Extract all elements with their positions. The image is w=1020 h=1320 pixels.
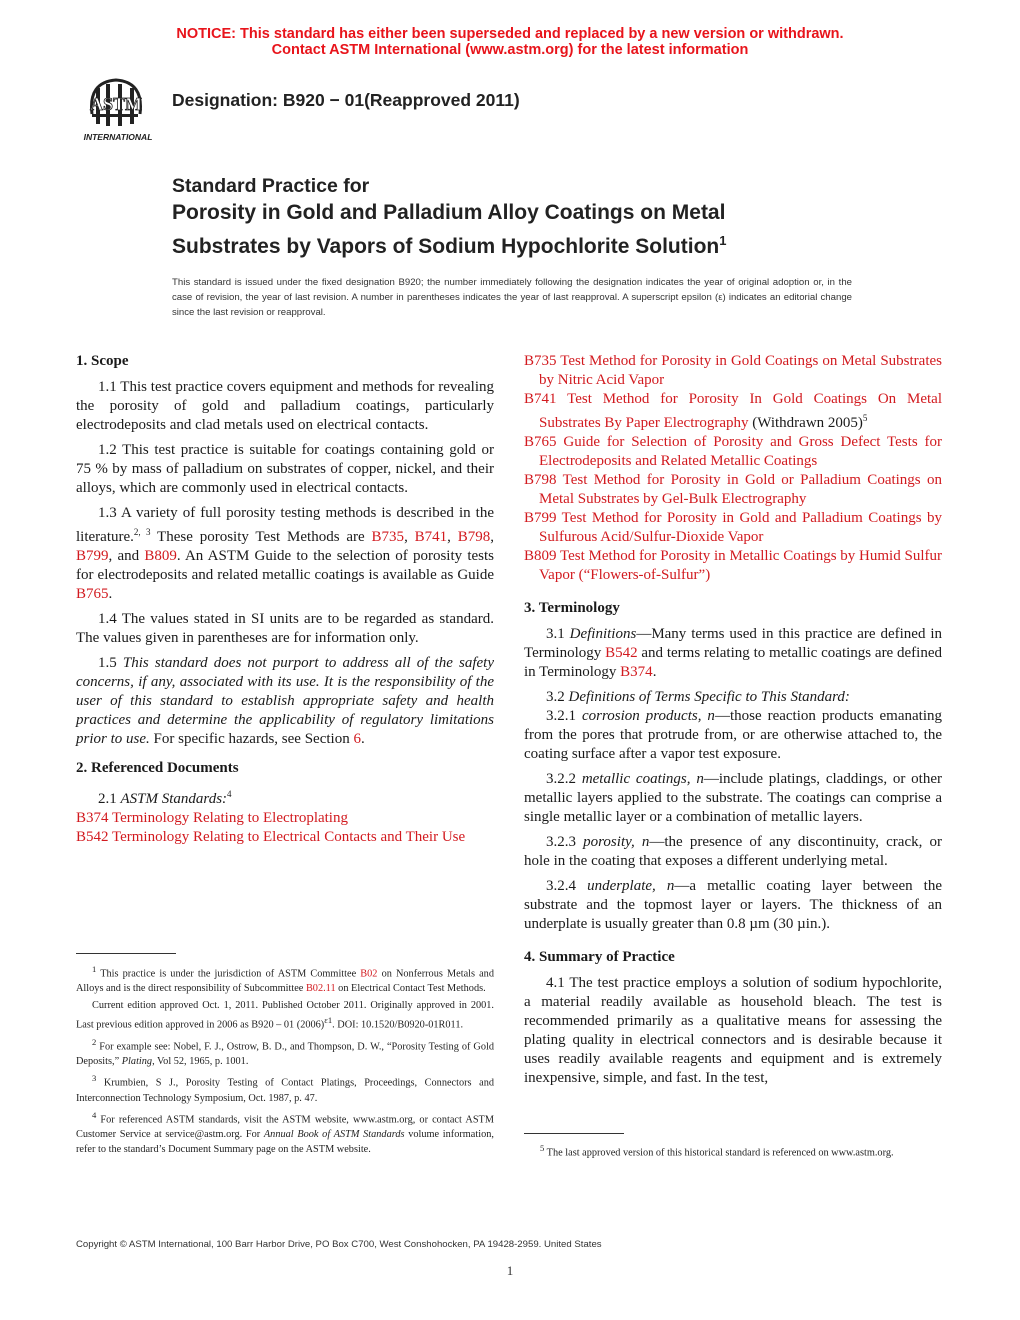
- para-1-5: [76, 654, 494, 749]
- standard-note: This standard is issued under the fixed designation B920; the number immediately following the designation indicates the year of original adoption or, in the case of revision, the year of last revision. A number in parentheses indicates the year of last reapproval. A superscript epsilon (ε) indicates an editorial change since the last revision or reapproval.: [172, 277, 852, 318]
- logo-label: INTERNATIONAL: [83, 132, 153, 142]
- page-number: 1: [506, 1263, 514, 1278]
- ref-b741-title[interactable]: Test Method for Porosity In Gold Coatings On Metal Substrates By Paper Electrography: [539, 391, 942, 431]
- p321-italic: corrosion products, n: [581, 708, 715, 724]
- ref-item-b809: [524, 547, 942, 585]
- para-3-2-2: [524, 770, 942, 827]
- footnote-1: [76, 962, 494, 996]
- title-line-2: Porosity in Gold and Palladium Alloy Coatings on Metal: [172, 201, 726, 224]
- p324-italic: underplate, n: [587, 878, 675, 894]
- link-b542-term[interactable]: B542: [605, 645, 638, 661]
- p13-g: . An ASTM Guide to the selection of porosity tests for electrodeposits and related metallic coatings is available as Guide: [76, 548, 494, 583]
- right-column: [524, 352, 942, 1094]
- p31-num: 3.1: [546, 626, 570, 642]
- fn2-sup: 2: [92, 1036, 97, 1047]
- logo-wordmark: ASTM: [89, 94, 143, 114]
- title-footnote-mark: 1: [719, 233, 727, 248]
- p21-italic: ASTM Standards:: [120, 791, 228, 807]
- p324-num: 3.2.4: [546, 878, 588, 894]
- link-b765-ref[interactable]: B765: [524, 434, 557, 450]
- link-b798-ref[interactable]: B798: [524, 472, 557, 488]
- footnote-4: [76, 1108, 494, 1157]
- link-b809-ref[interactable]: B809: [524, 548, 557, 564]
- fn1-a: This practice is under the jurisdiction of ASTM Committee: [96, 968, 361, 980]
- para-3-2-4: [524, 877, 942, 934]
- fn1-d-sup: ε1: [324, 1015, 333, 1026]
- footnote-3: [76, 1071, 494, 1105]
- footnote-1-edition: [76, 998, 494, 1032]
- link-b02-11[interactable]: B02.11: [305, 983, 336, 995]
- para-1-4: 1.4 The values stated in SI units are to be regarded as standard. The values given in parentheses are for information only.: [76, 611, 494, 646]
- p323-text: —the presence of any discontinuity, crack, or hole in the coating that exposes a different underlying metal.: [524, 834, 942, 869]
- p324-text: —a metallic coating layer between the substrate and the topmost layer or layers. The thickness of an underplate is usually greater than 0.8 µm (30 µin.).: [524, 878, 942, 932]
- ref-item-b765: [524, 433, 942, 471]
- fn4-a: For referenced ASTM standards, visit the ASTM website, www.astm.org, or contact ASTM Customer Service at service@astm.org. For: [76, 1114, 494, 1141]
- fn2-b: , Vol 52, 1965, p. 1001.: [152, 1056, 249, 1068]
- withdrawn-notice: [0, 26, 1020, 58]
- ref-b809-title[interactable]: Test Method for Porosity in Metallic Coatings by Humid Sulfur Vapor (“Flowers-of-Sulfur”): [539, 548, 942, 583]
- fn4-italic: Annual Book of ASTM Standards: [263, 1129, 405, 1141]
- fn2-a: For example see: Nobel, F. J., Ostrow, B. D., and Thompson, D. W., “Porosity Testing of Gold Deposits,”: [76, 1041, 494, 1068]
- footnotes-right: [524, 1141, 942, 1162]
- p323-num: 3.2.3: [546, 834, 584, 850]
- p323-italic: porosity, n: [583, 834, 650, 850]
- section-referenced-heading: 2. Referenced Documents: [76, 760, 239, 776]
- p13-sup: 2, 3: [133, 527, 151, 537]
- fn1-e: . DOI: 10.1520/B0920-01R011.: [332, 1019, 464, 1031]
- ref-b735-title[interactable]: Test Method for Porosity in Gold Coatings on Metal Substrates by Nitric Acid Vapor: [539, 353, 942, 388]
- ref-item-b735: [524, 352, 942, 390]
- p13-f: , and: [108, 548, 145, 564]
- p21-sup: 4: [227, 789, 232, 799]
- link-b765[interactable]: B765: [76, 586, 109, 602]
- footnote-divider-left: [76, 953, 176, 954]
- para-3-2-1: [524, 707, 942, 764]
- notice-line-2: Contact ASTM International (www.astm.org) for the latest information: [271, 42, 749, 58]
- p15-c: .: [360, 731, 365, 747]
- section-terminology-heading: 3. Terminology: [524, 600, 620, 616]
- p32-italic: Definitions of Terms Specific to This Standard:: [568, 689, 850, 705]
- ref-item-b542: [76, 828, 494, 847]
- fn5-sup: 5: [540, 1143, 545, 1153]
- p31-b: and terms relating to metallic coatings are defined in Terminology: [524, 645, 942, 680]
- para-4-1: 4.1 The test practice employs a solution of sodium hypochlorite, a material readily available as household bleach. The test is recommended primarily as a qualitative means for assessing the plating quality in electrical connectors and is desirable because it uses readily available reagents and equipment and is extremely inexpensive, simple, and fast. In the test,: [524, 975, 942, 1086]
- p13-h: .: [108, 586, 113, 602]
- para-1-2: 1.2 This test practice is suitable for coatings containing gold or 75 % by mass of palladium on substrates of copper, nickel, and their alloys, which are commonly used in electrical contacts.: [76, 442, 494, 496]
- notice-line-1: NOTICE: This standard has either been superseded and replaced by a new version or withdrawn.: [176, 26, 844, 42]
- p322-text: —include platings, claddings, or other metallic layers applied to the substrate. The coatings can comprise a single metallic layer or a combination of metallic layers.: [524, 771, 943, 825]
- link-b542[interactable]: B542: [76, 829, 109, 845]
- ref-b741-sup: 5: [862, 413, 868, 423]
- para-3-2: [524, 688, 942, 707]
- title-line-3: [172, 227, 872, 261]
- ref-item-b798: [524, 471, 942, 509]
- p15-b: For specific hazards, see Section: [149, 731, 354, 747]
- fn3-text: Krumbien, S J., Porosity Testing of Contact Platings, Proceedings, Connectors and Interconnection Technology Symposium, Oct. 1987, p. 47.: [76, 1077, 494, 1104]
- footnotes-left: [76, 962, 494, 1159]
- para-1-3: [76, 504, 494, 604]
- fn1-b: on Nonferrous Metals and Alloys and is the direct responsibility of Subcommittee: [76, 968, 494, 995]
- ref-b765-title[interactable]: Guide for Selection of Porosity and Gross Defect Tests for Electrodeposits and Related Metallic Coatings: [539, 434, 942, 469]
- link-b02[interactable]: B02: [360, 968, 378, 980]
- designation: Designation: B920 − 01(Reapproved 2011): [172, 90, 520, 110]
- copyright: Copyright © ASTM International, 100 Barr Harbor Drive, PO Box C700, West Conshohocken, PA 19428-2959. United States: [76, 1239, 602, 1250]
- link-b741-ref[interactable]: B741: [524, 391, 557, 407]
- ref-item-b374: [76, 809, 494, 828]
- ref-b542-title[interactable]: Terminology Relating to Electrical Contacts and Their Use: [108, 829, 466, 845]
- p15-italic: This standard does not purport to address all of the safety concerns, if any, associated with its use. It is the responsibility of the user of this standard to establish appropriate safety and health practices and determine the applicability of regulatory limitations prior to use.: [76, 655, 495, 747]
- fn1-sup: 1: [92, 964, 97, 974]
- fn1-d: Current edition approved Oct. 1, 2011. Published October 2011. Originally approved in 2001. Last previous edition approved in 2006 as B920 – 01 (2006): [76, 1000, 494, 1031]
- fn3-sup: 3: [92, 1073, 97, 1084]
- p322-num: 3.2.2: [546, 771, 582, 787]
- fn4-sup: 4: [92, 1109, 97, 1120]
- ref-b741-suffix: (Withdrawn 2005): [748, 415, 863, 431]
- ref-b798-title[interactable]: Test Method for Porosity in Gold or Palladium Coatings on Metal Substrates by Gel-Bulk Electrography: [539, 472, 942, 507]
- p13-a: 1.3 A variety of full porosity testing methods is described in the literature.: [76, 505, 494, 545]
- ref-item-b741: [524, 390, 942, 433]
- link-b735[interactable]: B735: [371, 529, 405, 545]
- link-b809[interactable]: B809: [144, 548, 177, 564]
- p13-e: ,: [490, 529, 495, 545]
- ref-b374-title[interactable]: Terminology Relating to Electroplating: [108, 810, 348, 826]
- link-b799[interactable]: B799: [76, 548, 109, 564]
- link-section-6[interactable]: 6: [353, 731, 361, 747]
- p13-c: ,: [404, 529, 415, 545]
- link-b741[interactable]: B741: [414, 529, 448, 545]
- p21-num: 2.1: [98, 791, 121, 807]
- link-b799-ref[interactable]: B799: [524, 510, 557, 526]
- link-b374-term[interactable]: B374: [620, 664, 653, 680]
- para-2-1: [76, 785, 494, 809]
- left-column: [76, 352, 494, 847]
- p13-b: These porosity Test Methods are: [150, 529, 372, 545]
- link-b374[interactable]: B374: [76, 810, 109, 826]
- p321-text: —those reaction products emanating from the pores that protrude from, or are otherwise attached to, the coating surface after a vapor test exposure.: [524, 708, 942, 762]
- fn4-b: volume information, refer to the standard’s Document Summary page on the ASTM website.: [76, 1129, 494, 1156]
- para-3-2-3: [524, 833, 942, 871]
- p322-italic: metallic coatings, n: [581, 771, 704, 787]
- footnote-divider-right: [524, 1133, 624, 1134]
- para-3-1: [524, 625, 942, 682]
- p31-italic: Definitions: [569, 626, 637, 642]
- section-scope-heading: 1. Scope: [76, 353, 129, 369]
- fn5-text: The last approved version of this historical standard is referenced on www.astm.org.: [544, 1147, 894, 1159]
- p321-num: 3.2.1: [546, 708, 582, 724]
- fn1-c: on Electrical Contact Test Methods.: [335, 983, 486, 995]
- p15-num: 1.5: [98, 655, 123, 671]
- astm-logo-icon: [72, 74, 162, 144]
- footnote-5: [524, 1141, 942, 1160]
- p31-c: .: [652, 664, 657, 680]
- title-line-1: Standard Practice for: [172, 175, 370, 197]
- referenced-list-continued: [524, 352, 942, 585]
- fn2-italic: Plating: [121, 1056, 153, 1068]
- link-b798[interactable]: B798: [457, 529, 491, 545]
- astm-logo: [72, 74, 162, 144]
- p32-num: 3.2: [546, 689, 569, 705]
- p13-d: ,: [447, 529, 458, 545]
- title-line-3-text: Substrates by Vapors of Sodium Hypochlorite Solution: [172, 235, 720, 258]
- footnote-2: [76, 1035, 494, 1069]
- p31-a: —Many terms used in this practice are defined in Terminology: [524, 626, 942, 661]
- document-title: [172, 174, 872, 261]
- ref-item-b799: [524, 509, 942, 547]
- section-summary-heading: 4. Summary of Practice: [524, 949, 675, 965]
- para-1-1: 1.1 This test practice covers equipment and methods for revealing the porosity of gold and palladium coatings, particularly electrodeposits and clad metals used on electrical contacts.: [76, 379, 494, 433]
- ref-b799-title[interactable]: Test Method for Porosity in Gold and Palladium Coatings by Sulfurous Acid/Sulfur-Dioxide Vapor: [539, 510, 942, 545]
- link-b735-ref[interactable]: B735: [524, 353, 557, 369]
